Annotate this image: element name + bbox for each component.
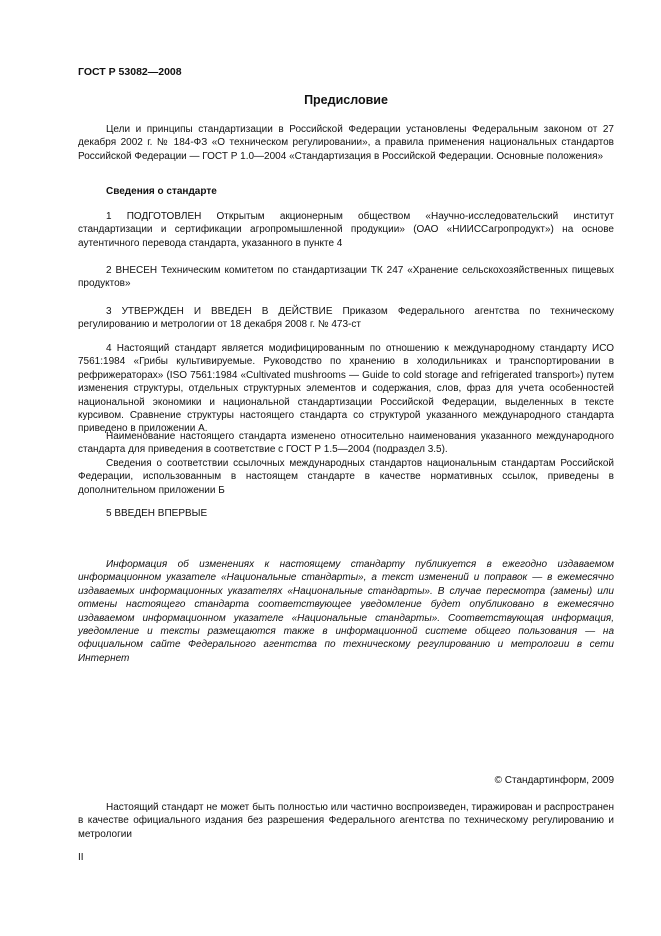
section-heading: Сведения о стандарте	[106, 186, 217, 197]
reproduction-notice: Настоящий стандарт не может быть полностью или частично воспроизведен, тиражирован и распространен в качестве официального издания без разрешения Федерального агентства по техническому регулированию и метрологии	[78, 802, 614, 840]
item-4-name-note: Наименование настоящего стандарта изменено относительно наименования указанного международного стандарта для приведения в соответствие с ГОСТ Р 1.5—2004 (подраздел 3.5).	[78, 431, 614, 456]
page-number: II	[78, 852, 84, 863]
item-4-paragraph: 4 Настоящий стандарт является модифицированным по отношению к международному стандарту ИСО 7561:1984 «Грибы культивируемые. Руководство по хранению в холодильниках и транспортировании в рефрижераторах» (ISO 7561:1984 «Cultivated mushrooms — Guide to cold storage and refrigerated transport») путем изменения структуры, отдельных структурных элементов и содержания, слов, фраз для учета особенностей национальной экономики и национальной стандартизации Российской Федерации, выделенных в тексте курсивом. Сравнение структуры настоящего стандарта со структурой указанного международного стандарта приведено в приложении А.	[78, 343, 614, 435]
doc-code-header: ГОСТ Р 53082—2008	[78, 66, 182, 78]
changes-notice: Информация об изменениях к настоящему стандарту публикуется в ежегодно издаваемом информационном указателе «Национальные стандарты», а текст изменений и поправок — в ежемесячно издаваемых информационных указателях «Национальные стандарты». В случае пересмотра (замены) или отмены настоящего стандарта соответствующее уведомление будет опубликовано в ежемесячно издаваемом информационном указателе «Национальные стандарты». Соответствующая информация, уведомление и тексты размещаются также в информационной системе общего пользования — на официальном сайте Федерального агентства по техническому регулированию и метрологии в сети Интернет	[78, 559, 614, 664]
page-title: Предисловие	[304, 93, 388, 107]
copyright-line: © Стандартинформ, 2009	[494, 775, 614, 786]
item-2-paragraph: 2 ВНЕСЕН Техническим комитетом по стандартизации ТК 247 «Хранение сельскохозяйственных пищевых продуктов»	[78, 265, 614, 290]
intro-paragraph: Цели и принципы стандартизации в Российской Федерации установлены Федеральным законом от 27 декабря 2002 г. № 184-ФЗ «О техническом регулировании», а правила применения национальных стандартов Российской Федерации — ГОСТ Р 1.0—2004 «Стандартизация в Российской Федерации. Основные положения»	[78, 124, 614, 162]
item-5-paragraph: 5 ВВЕДЕН ВПЕРВЫЕ	[106, 508, 208, 519]
item-1-paragraph: 1 ПОДГОТОВЛЕН Открытым акционерным обществом «Научно-исследовательский институт стандартизации и сертификации агропромышленной продукции» (ОАО «НИИССагропродукт») на основе аутентичного перевода стандарта, указанного в пункте 4	[78, 211, 614, 249]
item-3-paragraph: 3 УТВЕРЖДЕН И ВВЕДЕН В ДЕЙСТВИЕ Приказом Федерального агентства по техническому регулированию и метрологии от 18 декабря 2008 г. № 473-ст	[78, 306, 614, 331]
item-4-references-note: Сведения о соответствии ссылочных международных стандартов национальным стандартам Российской Федерации, использованным в настоящем стандарте в качестве нормативных ссылок, приведены в дополнительном приложении Б	[78, 458, 614, 496]
